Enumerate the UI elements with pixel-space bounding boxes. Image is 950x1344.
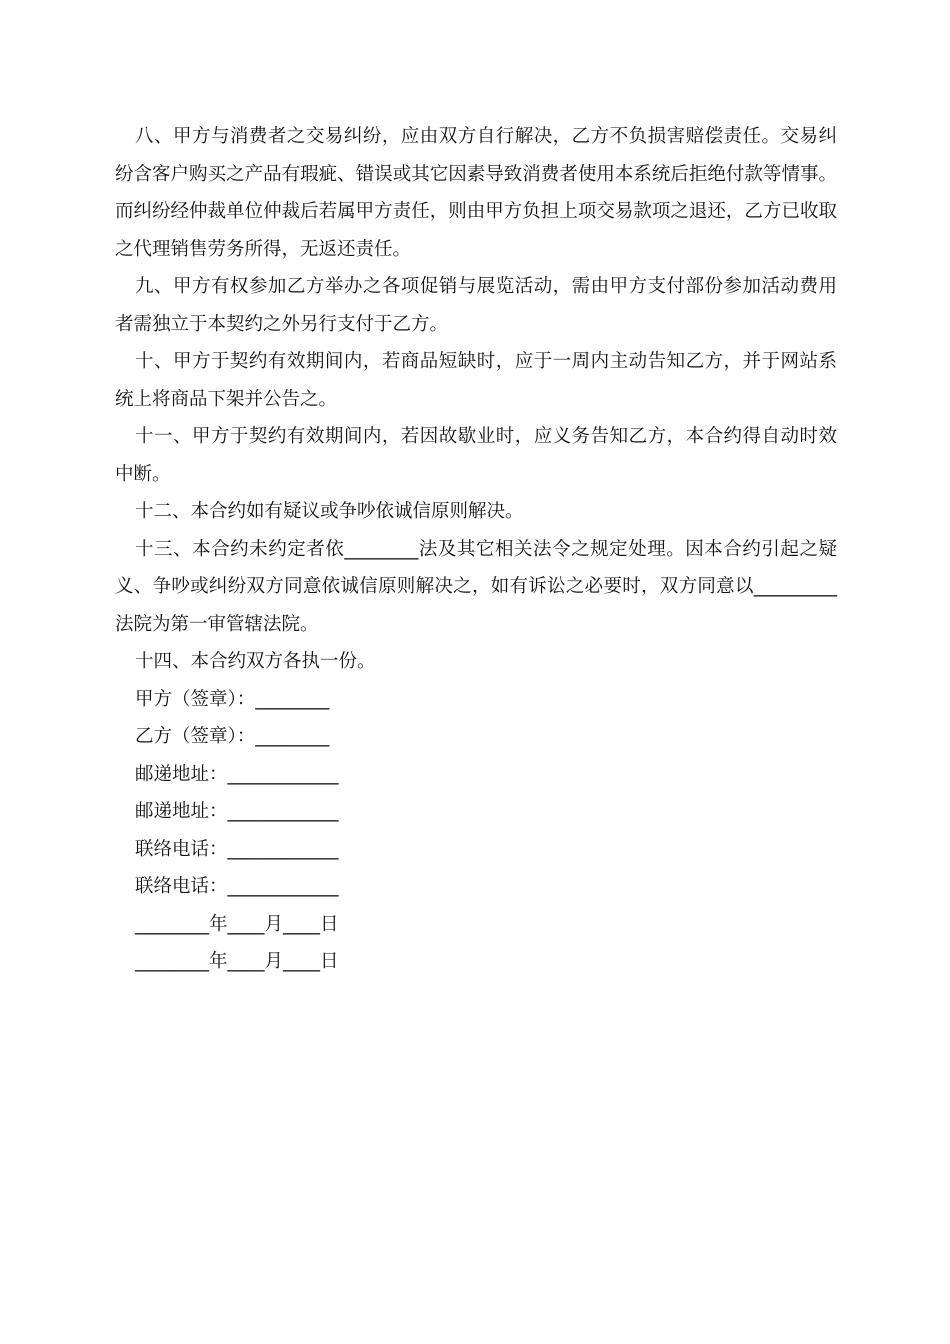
clause-12: 十二、本合约如有疑议或争吵依诚信原则解决。 <box>135 501 524 522</box>
clause-8: 八、甲方与消费者之交易纠纷，应由双方自行解决，乙方不负损害赔偿责任。交易纠纷含客户购买之产品有瑕疵、错误或其它因素导致消费者使用本系统后拒绝付款等情事。而纠纷经仲裁单位仲裁后若属甲方责任，则由甲方负担上项交易款项之退还，乙方已收取之代理销售劳务所得，无返还责任。 <box>115 126 837 260</box>
clause-14: 十四、本合约双方各执一份。 <box>135 651 376 672</box>
party-a-date-line: ________年____月____日 <box>135 913 339 935</box>
clause-11: 十一、甲方于契约有效期间内，若因故歇业时，应义务告知乙方，本合约得自动时效中断。 <box>115 426 837 485</box>
signature-block <box>115 681 837 981</box>
party-a-address-line: 邮递地址：____________ <box>135 763 339 785</box>
clause-10: 十、甲方于契约有效期间内，若商品短缺时，应于一周内主动告知乙方，并于网站系统上将商品下架并公告之。 <box>115 351 837 410</box>
party-b-address-line: 邮递地址：____________ <box>135 801 339 822</box>
party-b-date-line: ________年____月____日 <box>135 951 339 972</box>
party-a-phone-line: 联络电话：____________ <box>135 838 339 860</box>
clause-13: 十三、本合约未约定者依________法及其它相关法令之规定处理。因本合约引起之疑义、争吵或纠纷双方同意依诚信原则解决之，如有诉讼之必要时，双方同意以_________法院为第一审管辖法院。 <box>115 538 837 635</box>
clause-9: 九、甲方有权参加乙方举办之各项促销与展览活动，需由甲方支付部份参加活动费用者需独立于本契约之外另行支付于乙方。 <box>115 276 837 335</box>
party-b-signature-line: 乙方（签章）：________ <box>135 726 330 747</box>
party-a-signature-line: 甲方（签章）：________ <box>135 688 330 710</box>
contract-page <box>115 118 837 981</box>
party-b-phone-line: 联络电话：____________ <box>135 876 339 897</box>
